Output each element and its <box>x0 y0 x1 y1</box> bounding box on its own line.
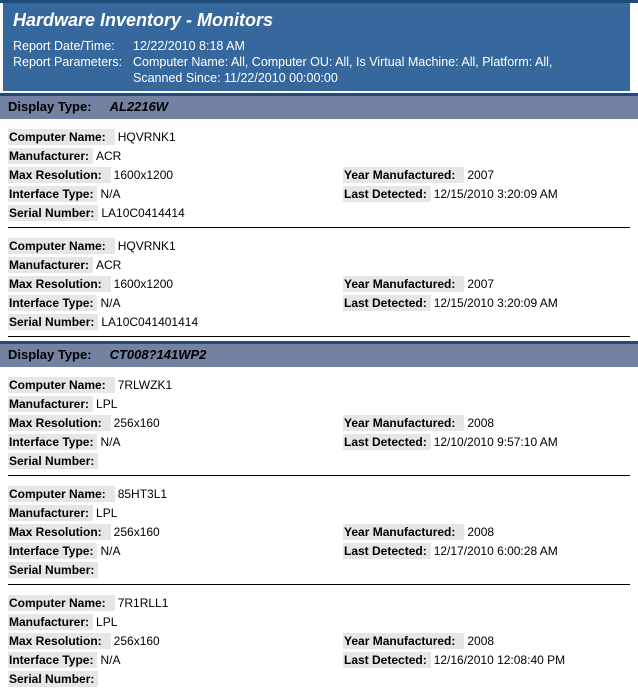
manufacturer-label: Manufacturer: <box>8 505 93 521</box>
display-type-label: Display Type: <box>8 99 92 114</box>
year-manufactured-label: Year Manufactured: <box>343 167 464 183</box>
monitor-record <box>0 367 638 471</box>
last-detected-label: Last Detected: <box>343 434 431 450</box>
year-manufactured-value: 2007 <box>467 277 495 291</box>
manufacturer-label: Manufacturer: <box>8 148 93 164</box>
interface-type-label: Interface Type: <box>8 434 97 450</box>
serial-number-label: Serial Number: <box>8 205 98 221</box>
max-resolution-value: 256x160 <box>113 416 160 430</box>
serial-number-label: Serial Number: <box>8 453 98 469</box>
max-resolution-value: 1600x1200 <box>113 168 174 182</box>
computer-name-label: Computer Name: <box>8 238 115 254</box>
report-header <box>3 3 630 91</box>
page-title: Hardware Inventory - Monitors <box>13 10 274 30</box>
year-manufactured-value: 2008 <box>467 416 495 430</box>
interface-type-label: Interface Type: <box>8 652 97 668</box>
manufacturer-value: ACR <box>96 149 122 163</box>
display-type-value: AL2216W <box>109 99 169 114</box>
report-params-label: Report Parameters: <box>13 55 123 69</box>
max-resolution-label: Max Resolution: <box>8 167 111 183</box>
display-type-label: Display Type: <box>8 347 92 362</box>
monitor-record <box>0 476 638 580</box>
interface-type-value: N/A <box>100 435 121 449</box>
last-detected-label: Last Detected: <box>343 186 431 202</box>
year-manufactured-value: 2007 <box>467 168 495 182</box>
max-resolution-value: 256x160 <box>113 634 160 648</box>
year-manufactured-value: 2008 <box>467 525 495 539</box>
serial-number-value: LA10C0414414 <box>101 206 185 220</box>
computer-name-label: Computer Name: <box>8 486 115 502</box>
monitor-record <box>0 119 638 223</box>
last-detected-value: 12/16/2010 12:08:40 PM <box>433 653 566 667</box>
last-detected-label: Last Detected: <box>343 295 431 311</box>
interface-type-label: Interface Type: <box>8 543 97 559</box>
serial-number-label: Serial Number: <box>8 314 98 330</box>
year-manufactured-value: 2008 <box>467 634 495 648</box>
manufacturer-label: Manufacturer: <box>8 257 93 273</box>
manufacturer-value: LPL <box>96 397 118 411</box>
computer-name-label: Computer Name: <box>8 377 115 393</box>
report-params-value <box>133 54 624 86</box>
last-detected-value: 12/17/2010 6:00:28 AM <box>433 544 558 558</box>
display-type-value: CT008?141WP2 <box>109 347 207 362</box>
interface-type-label: Interface Type: <box>8 295 97 311</box>
report-date-value: 12/22/2010 8:18 AM <box>133 39 245 53</box>
manufacturer-label: Manufacturer: <box>8 396 93 412</box>
interface-type-value: N/A <box>100 544 121 558</box>
monitor-record <box>0 585 638 689</box>
interface-type-value: N/A <box>100 187 121 201</box>
last-detected-label: Last Detected: <box>343 543 431 559</box>
interface-type-value: N/A <box>100 653 121 667</box>
interface-type-label: Interface Type: <box>8 186 97 202</box>
record-separator <box>8 336 630 337</box>
year-manufactured-label: Year Manufactured: <box>343 276 464 292</box>
serial-number-value: LA10C041401414 <box>101 315 199 329</box>
serial-number-label: Serial Number: <box>8 671 98 687</box>
computer-name-value: HQVRNK1 <box>117 130 176 144</box>
computer-name-label: Computer Name: <box>8 595 115 611</box>
computer-name-value: 7RLWZK1 <box>117 378 173 392</box>
section-header-display-type <box>0 341 638 367</box>
computer-name-label: Computer Name: <box>8 129 115 145</box>
max-resolution-label: Max Resolution: <box>8 524 111 540</box>
report-date-label: Report Date/Time: <box>13 39 115 53</box>
manufacturer-label: Manufacturer: <box>8 614 93 630</box>
computer-name-value: 7R1RLL1 <box>117 596 169 610</box>
year-manufactured-label: Year Manufactured: <box>343 633 464 649</box>
manufacturer-value: LPL <box>96 506 118 520</box>
interface-type-value: N/A <box>100 296 121 310</box>
max-resolution-label: Max Resolution: <box>8 633 111 649</box>
max-resolution-label: Max Resolution: <box>8 415 111 431</box>
computer-name-value: 85HT3L1 <box>117 487 168 501</box>
year-manufactured-label: Year Manufactured: <box>343 524 464 540</box>
monitor-record <box>0 228 638 332</box>
year-manufactured-label: Year Manufactured: <box>343 415 464 431</box>
last-detected-value: 12/15/2010 3:20:09 AM <box>433 296 558 310</box>
max-resolution-label: Max Resolution: <box>8 276 111 292</box>
manufacturer-value: ACR <box>96 258 122 272</box>
manufacturer-value: LPL <box>96 615 118 629</box>
last-detected-label: Last Detected: <box>343 652 431 668</box>
serial-number-label: Serial Number: <box>8 562 98 578</box>
last-detected-value: 12/15/2010 3:20:09 AM <box>433 187 558 201</box>
section-header-display-type <box>0 93 638 119</box>
report-params-line2: Scanned Since: 11/22/2010 00:00:00 <box>133 71 338 85</box>
max-resolution-value: 1600x1200 <box>113 277 174 291</box>
max-resolution-value: 256x160 <box>113 525 160 539</box>
report-params-line1: Computer Name: All, Computer OU: All, Is Virtual Machine: All, Platform: All, <box>133 55 553 69</box>
computer-name-value: HQVRNK1 <box>117 239 176 253</box>
last-detected-value: 12/10/2010 9:57:10 AM <box>433 435 558 449</box>
